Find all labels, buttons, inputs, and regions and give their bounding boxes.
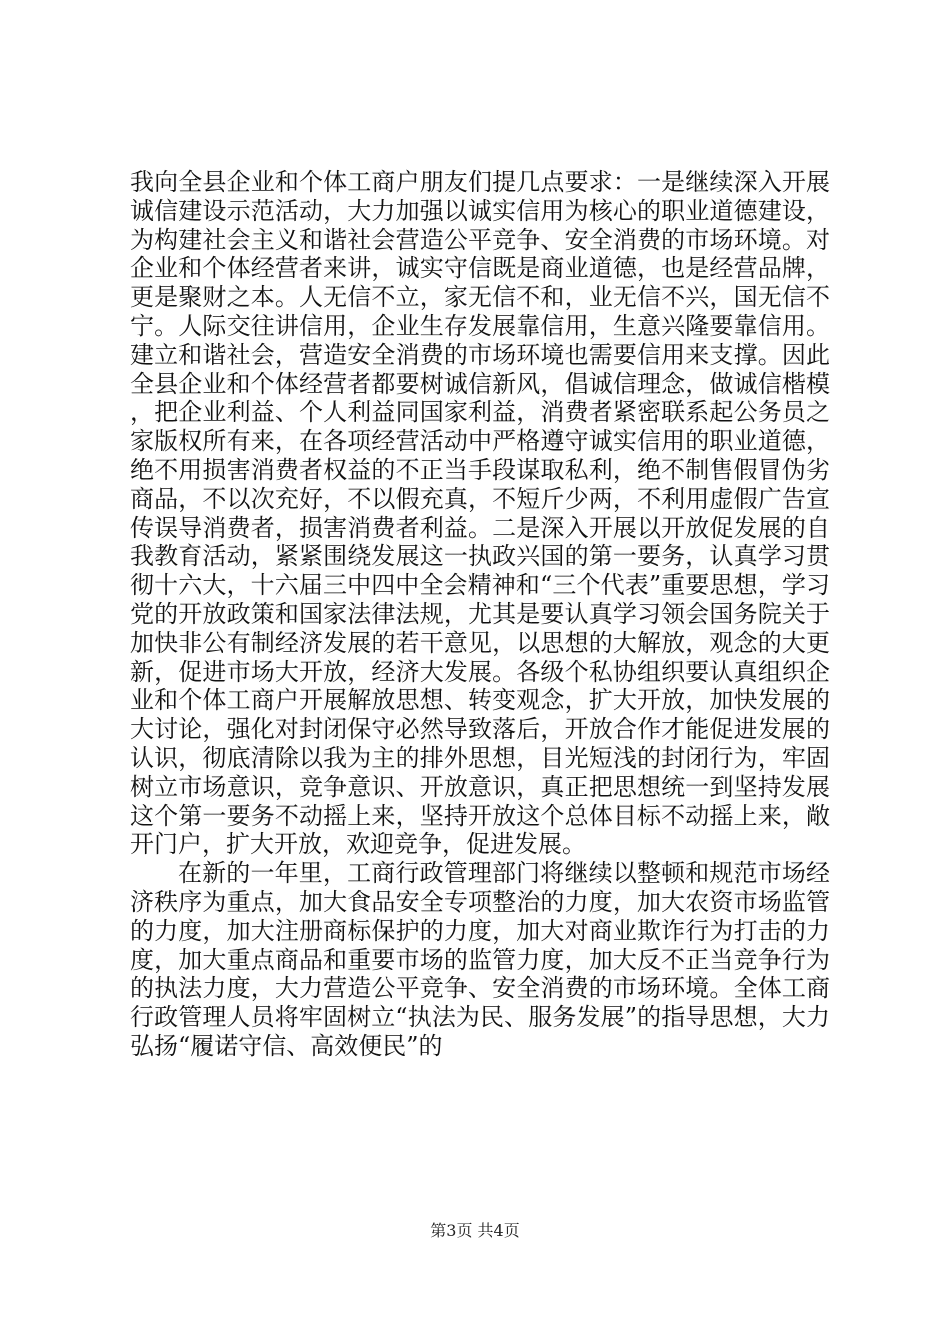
page-footer xyxy=(0,1218,950,1241)
paragraph-1: 我向全县企业和个体工商户朋友们提几点要求：一是继续深入开展诚信建设示范活动，大力加强以诚实信用为核心的职业道德建设，为构建社会主义和谐社会营造公平竞争、安全消费的市场环境。对企业和个体经营者来讲，诚实守信既是商业道德，也是经营品牌，更是聚财之本。人无信不立，家无信不和，业无信不兴，国无信不宁。人际交往讲信用，企业生存发展靠信用，生意兴隆要靠信用。建立和谐社会，营造安全消费的市场环境也需要信用来支撑。因此全县企业和个体经营者都要树诚信新风，倡诚信理念，做诚信楷模，把企业利益、个人利益同国家利益，消费者紧密联系起公务员之家版权所有来，在各项经营活动中严格遵守诚实信用的职业道德，绝不用损害消费者权益的不正当手段谋取私利，绝不制售假冒伪劣商品，不以次充好，不以假充真，不短斤少两，不利用虚假广告宣传误导消费者，损害消费者利益。二是深入开展以开放促发展的自我教育活动，紧紧围绕发展这一执政兴国的第一要务，认真学习贯彻十六大，十六届三中四中全会精神和“三个代表”重要思想，学习党的开放政策和国家法律法规，尤其是要认真学习领会国务院关于加快非公有制经济发展的若干意见，以思想的大解放，观念的大更新，促进市场大开放，经济大发展。各级个私协组织要认真组织企业和个体工商户开展解放思想、转变观念，扩大开放，加快发展的大讨论，强化对封闭保守必然导致落后，开放合作才能促进发展的认识，彻底清除以我为主的排外思想，目光短浅的封闭行为，牢固树立市场意识，竞争意识、开放意识，真正把思想统一到坚持发展这个第一要务不动摇上来，坚持开放这个总体目标不动摇上来，敞开门户，扩大开放，欢迎竞争，促进发展。 xyxy=(130,168,830,859)
paragraph-2: 在新的一年里，工商行政管理部门将继续以整顿和规范市场经济秩序为重点，加大食品安全专项整治的力度，加大农资市场监管的力度，加大注册商标保护的力度，加大对商业欺诈行为打击的力度，加大重点商品和重要市场的监管力度，加大反不正当竞争行为的执法力度，大力营造公平竞争、安全消费的市场环境。全体工商行政管理人员将牢固树立“执法为民、服务发展”的指导思想，大力弘扬“履诺守信、高效便民”的 xyxy=(130,859,830,1060)
page-number: 第3页 共4页 xyxy=(430,1221,520,1240)
document-body xyxy=(130,168,830,1061)
